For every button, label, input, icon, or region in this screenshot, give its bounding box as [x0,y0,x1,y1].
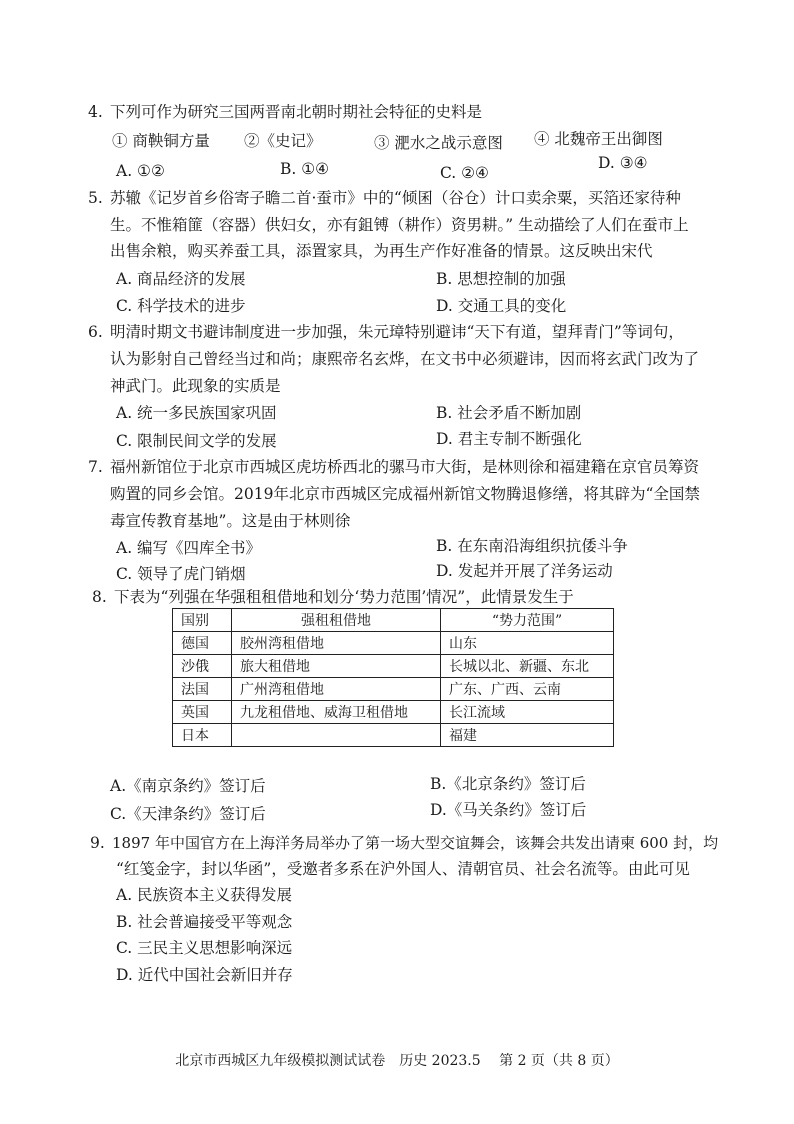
cell-sphere: 长江流域 [441,701,614,724]
option-c: C. 三民主义思想影响深远 [116,939,293,957]
cell-leased-territory: 胶州湾租借地 [232,632,441,655]
option-d: D. 交通工具的变化 [436,297,567,315]
header-leased-territory: 强租租借地 [232,609,441,632]
table-row [173,724,614,747]
item-2: ②《史记》 [244,132,322,150]
question-line: 苏辙《记岁首乡俗寄子瞻二首·蚕市》中的“倾囷（谷仓）计口卖余粟，买箔还家待种 [110,189,681,207]
option-d: D. 发起并开展了洋务运动 [436,562,613,580]
option-a: A. 商品经济的发展 [116,270,246,288]
question-number: 9. [90,834,105,852]
cell-country: 法国 [173,678,232,701]
option-b: B. 在东南沿海组织抗倭斗争 [436,537,628,555]
table-row [173,632,614,655]
header-sphere: “势力范围” [441,609,614,632]
option-d: D.《马关条约》签订后 [430,801,587,819]
cell-sphere: 广东、广西、云南 [441,678,614,701]
question-stem: 下列可作为研究三国两晋南北朝时期社会特征的史料是 [110,103,483,121]
cell-leased-territory: 旅大租借地 [232,655,441,678]
question-number: 7. [88,458,103,476]
cell-country: 日本 [173,724,232,747]
cell-sphere: 山东 [441,632,614,655]
option-c: C.《天津条约》签订后 [110,805,266,823]
option-a: A.《南京条约》签订后 [110,777,266,795]
option-b: B. ①④ [280,160,330,178]
option-c: C. 领导了虎门销烟 [116,565,246,583]
table-header-row [173,609,614,632]
option-a: A. ①② [116,162,165,180]
cell-sphere: 长城以北、新疆、东北 [441,655,614,678]
question-number: 8. [92,588,107,606]
cell-country: 沙俄 [173,655,232,678]
option-c: C. ②④ [440,164,489,182]
question-line: 1897 年中国官方在上海洋务局举办了第一场大型交谊舞会，该舞会共发出请柬 600 封，均 [112,834,719,852]
question-line: 出售余粮，购买养蚕工具，添置家具，为再生产作好准备的情景。这反映出宋代 [110,242,653,260]
option-c: C. 科学技术的进步 [116,297,246,315]
question-line: 认为影射自己曾经当过和尚；康熙帝名玄烨，在文书中必须避讳，因而将玄武门改为了 [110,350,700,368]
header-country: 国别 [173,609,232,632]
option-d: D. ③④ [598,154,648,172]
question-stem: 下表为“列强在华强租租借地和划分‘势力范围’情况”，此情景发生于 [114,588,574,606]
question-line: 生。不惟箱篚（容器）供妇女，亦有鉏镈（耕作）资男耕。” 生动描绘了人们在蚕市上 [110,216,689,234]
question-line: 神武门。此现象的实质是 [110,377,281,395]
option-d: D. 君主专制不断强化 [436,430,582,448]
question-line: 购置的同乡会馆。2019年北京市西城区完成福州新馆文物腾退修缮，将其辟为“全国禁 [110,485,700,503]
table-row [173,701,614,724]
page-footer: 北京市西城区九年级模拟测试试卷 历史 2023.5 第 2 页（共 8 页） [175,1053,619,1069]
spheres-of-influence-table [172,608,614,747]
question-line: 明清时期文书避讳制度进一步加强，朱元璋特别避讳“天下有道，望拜青门”等词句， [110,323,684,341]
table-row [173,678,614,701]
cell-country: 德国 [173,632,232,655]
cell-leased-territory [232,724,441,747]
option-b: B. 社会矛盾不断加剧 [436,404,582,422]
item-3: ③ 淝水之战示意图 [374,134,503,152]
item-4: ④ 北魏帝王出御图 [534,130,663,148]
cell-country: 英国 [173,701,232,724]
option-c: C. 限制民间文学的发展 [116,432,277,450]
option-b: B. 社会普遍接受平等观念 [116,913,293,931]
question-line: 福州新馆位于北京市西城区虎坊桥西北的骡马市大街，是林则徐和福建籍在京官员筹资 [110,458,700,476]
question-number: 4. [88,103,103,121]
question-number: 5. [88,189,103,207]
option-d: D. 近代中国社会新旧并存 [116,966,293,984]
cell-leased-territory: 九龙租借地、威海卫租借地 [232,701,441,724]
question-number: 6. [88,323,103,341]
cell-sphere: 福建 [441,724,614,747]
option-a: A. 编写《四库全书》 [116,539,262,557]
option-a: A. 统一多民族国家巩固 [116,404,277,422]
item-1: ① 商鞅铜方量 [112,132,210,150]
option-b: B. 思想控制的加强 [436,270,566,288]
option-a: A. 民族资本主义获得发展 [116,886,293,904]
cell-leased-territory: 广州湾租借地 [232,678,441,701]
option-b: B.《北京条约》签订后 [430,775,586,793]
table-row [173,655,614,678]
question-line: 毒宣传教育基地”。这是由于林则徐 [110,512,351,530]
question-line: “红笺金字，封以华函”，受邀者多系在沪外国人、清朝官员、社会名流等。由此可见 [116,860,690,878]
